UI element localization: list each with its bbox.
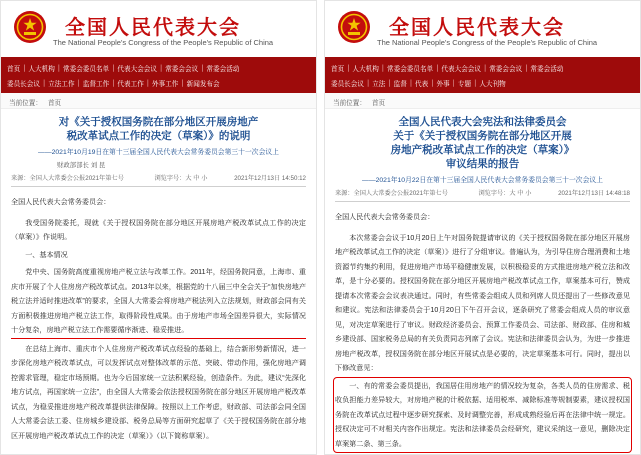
nav-item[interactable]: 常委会活动: [206, 65, 240, 73]
publish-date: 2021年12月13日 14:50:12: [234, 175, 306, 182]
nav-item[interactable]: 新闻发布会: [186, 80, 220, 88]
site-english-title: The National People's Congress of the People's Republic of China: [53, 38, 274, 47]
article-title: [11, 115, 306, 143]
article-subtitle: ——2021年10月19日在第十三届全国人民代表大会常务委员会第三十一次会议上: [38, 149, 279, 156]
nav-row: 首页 | 人大机构 | 常委会委员名单 | 代表大会会议 | 常委会会议 | 常委会活动: [331, 63, 564, 73]
article-author: 财政部部长 刘 昆: [57, 162, 106, 169]
nav-item[interactable]: 常委会活动: [530, 65, 564, 73]
nav-row: 委员长会议 | 立法工作 | 监督工作 | 代表工作 | 外事工作 | 新闻发布会: [7, 78, 220, 88]
article-source: 来源：全国人大常委会公报2021年第七号: [11, 175, 124, 182]
nav-item[interactable]: 监督: [393, 80, 407, 88]
title-line: 房地产税改革试点工作的决定（草案）》: [390, 144, 575, 156]
right-document-page: [324, 0, 641, 455]
nav-item[interactable]: 代表工作: [117, 80, 144, 88]
paragraph-highlighted: 一、有的常委会委员提出，我国居住用房地产的情况较为复杂，各类人员的住房需求、税收负担能力差异较大，对房地产税的计税依据、适用税率、减除标准等规制要素，建议授权国务院在改革试点过程中逐步研究探索、及时调整完善，形成成熟经验后再在法律中统一规定。授权决定可不对相关内容作出规定。宪法和法律委员会经研究，建议采纳这一意见，删除决定草案第二条、第三条。: [335, 379, 630, 452]
article: [1, 109, 316, 443]
site-english-title: The National People's Congress of the People's Republic of China: [377, 38, 598, 47]
nav-item[interactable]: 委员长会议: [7, 80, 40, 88]
nav-item[interactable]: 常委会委员名单: [63, 65, 110, 73]
nav-item[interactable]: 常委会委员名单: [387, 65, 434, 73]
title-line: 全国人民代表大会宪法和法律委员会: [398, 116, 567, 128]
title-line: 关于《关于授权国务院在部分地区开展: [393, 130, 572, 142]
article-title: [335, 115, 630, 171]
title-line: 税改革试点工作的决定（草案）》的说明: [66, 130, 251, 142]
article-source: 来源：全国人大常委会公报2021年第七号: [335, 190, 448, 197]
article-subtitle: ——2021年10月22日在第十三届全国人民代表大会常务委员会第三十一次会议上: [362, 177, 603, 184]
section-heading: 一、基本情况: [25, 250, 68, 259]
breadcrumb: [325, 93, 640, 109]
site-title[interactable]: 全国人民代表大会: [389, 15, 565, 39]
nav-item[interactable]: 立法: [372, 80, 386, 88]
publish-date: 2021年12月13日 14:48:18: [558, 190, 630, 197]
breadcrumb: [1, 93, 316, 109]
nav-item[interactable]: 外事: [436, 80, 450, 88]
site-title[interactable]: 全国人民代表大会: [65, 15, 241, 39]
nav-item[interactable]: 常委会会议: [165, 65, 199, 73]
national-emblem-icon: [13, 10, 47, 44]
font-size-control[interactable]: 浏览字号：大 中 小: [478, 190, 532, 197]
nav-item[interactable]: 委员长会议: [331, 80, 364, 88]
nav-item[interactable]: 首页: [331, 65, 345, 73]
main-nav: [325, 57, 640, 93]
nav-row: 委员长会议 | 立法 | 监督 | 代表 | 外事 | 专题 | 人大刊物: [331, 78, 506, 88]
left-document-page: [0, 0, 317, 455]
nav-item[interactable]: 人大机构: [352, 65, 379, 73]
article-body: [11, 195, 306, 443]
article-body: [335, 210, 630, 451]
paragraph: 我受国务院委托，现就《关于授权国务院在部分地区开展房地产税改革试点工作的决定（草案）》作说明。: [11, 218, 306, 241]
article-meta: [335, 188, 630, 202]
national-emblem-icon: [337, 10, 371, 44]
masthead: [1, 1, 316, 57]
nav-item[interactable]: 立法工作: [48, 80, 75, 88]
nav-item[interactable]: 代表大会会议: [441, 65, 481, 73]
nav-item[interactable]: 人大机构: [28, 65, 55, 73]
masthead: [325, 1, 640, 57]
article: [325, 109, 640, 451]
breadcrumb-label: 当前位置：: [9, 100, 42, 107]
paragraph-highlighted: 党中央、国务院高度重视房地产税立法与改革工作。2011年，经国务院同意，上海市、重庆市开展了个人住房房产税改革试点。2013年以来，根据党的十八届三中全会关于“加快房地产税立法并适时推进改革”的要求，全国人大常委会将房地产税法列入立法规划，财政部会同有关方面积极推进房地产税立法工作，取得阶段性成果。由于房地产市场全国差异很大，实际情况十分复杂，房地产税立法工作需要循序渐进、稳妥推进。: [11, 265, 306, 339]
nav-row: 首页 | 人大机构 | 常委会委员名单 | 代表大会会议 | 常委会会议 | 常委会活动: [7, 63, 240, 73]
nav-item[interactable]: 代表大会会议: [117, 65, 157, 73]
title-line: 对《关于授权国务院在部分地区开展房地产: [58, 116, 259, 128]
nav-item[interactable]: 外事工作: [152, 80, 179, 88]
breadcrumb-home-link[interactable]: 首页: [47, 100, 62, 107]
title-line: 审议结果的报告: [445, 158, 520, 170]
paragraph: 本次常委会会议于10月20日上午对国务院提请审议的《关于授权国务院在部分地区开展房地产税改革试点工作的决定（草案）》进行了分组审议。普遍认为，为引导住房合理消费和土地资源节约集约利用，促进房地产市场平稳健康发展，以积极稳妥的方式推进房地产税立法和改革，是十分必要的。授权国务院在部分地区开展房地产税改革试点工作，草案基本可行，赞成提请本次常委会会议表决通过。同时，有些常委会组成人员和列席人员还提出了一些修改意见和建议。宪法和法律委员会于10月20日下午召开会议，逐条研究了常委会组成人员的审议意见，对决定草案进行了审议。财政经济委员会、预算工作委员会、司法部、财政部、住房和城乡建设部、国家税务总局的有关负责同志列席了会议。宪法和法律委员会认为，为进一步推进房地产税改革，授权国务院在部分地区开展试点是必要的，决定草案基本可行。同时，提出以下修改意见：: [335, 233, 630, 372]
article-meta: [11, 173, 306, 187]
nav-item[interactable]: 常委会会议: [489, 65, 523, 73]
nav-item[interactable]: 专题: [457, 80, 472, 88]
main-nav: [1, 57, 316, 93]
breadcrumb-home-link[interactable]: 首页: [371, 100, 386, 107]
font-size-control[interactable]: 浏览字号：大 中 小: [154, 175, 208, 182]
salutation: 全国人民代表大会常务委员会：: [11, 198, 111, 206]
salutation: 全国人民代表大会常务委员会：: [335, 213, 435, 221]
nav-item[interactable]: 代表: [415, 80, 429, 88]
paragraph: 在总结上海市、重庆市个人住房房产税改革试点经验的基础上，结合新形势新情况，进一步深化房地产税改革试点，可以发挥试点对整体改革的示范、突破、带动作用，强化房地产调控需求管理，稳定市场预期。也为今后国家统一立法积累经验，创造条件。为此，建议“先深化地方试点，再国家统一立法”，由全国人大常委会依法授权国务院在部分地区开展房地产税改革试点，为稳妥推进房地产税改革提供法律保障。按照以上工作考虑，财政部、司法部会同全国人大常委会法工委、住房城乡建设部、税务总局等方面研究起草了《关于授权国务院在部分地区开展房地产税改革试点工作的决定（草案）》（以下简称草案）。: [11, 344, 306, 440]
breadcrumb-label: 当前位置：: [333, 100, 366, 107]
nav-item[interactable]: 首页: [7, 65, 21, 73]
nav-item[interactable]: 监督工作: [82, 80, 110, 88]
nav-item[interactable]: 人大刊物: [479, 80, 506, 88]
